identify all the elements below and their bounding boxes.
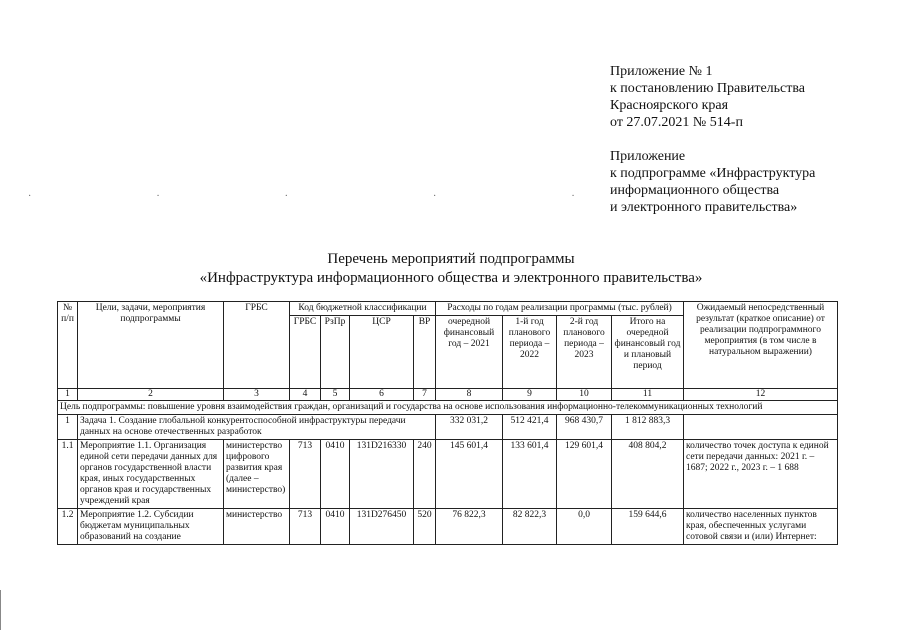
task-y2021: 332 031,2 — [436, 415, 503, 440]
col-number: 2 — [78, 389, 224, 401]
table-row — [58, 440, 838, 509]
appendix-subheader — [610, 148, 815, 216]
goal-text: Цель подпрограммы: повышение уровня взаимодействия граждан, организаций и государства на основе использования информационно-телекоммуникационных технологий — [58, 401, 838, 415]
appendix-line: к постановлению Правительства — [610, 81, 806, 96]
col-number: 1 — [58, 389, 78, 401]
appendix-line: от 27.07.2021 № 514-п — [610, 115, 743, 130]
task-result — [684, 415, 838, 440]
row-y2023: 129 601,4 — [557, 440, 612, 509]
col-number: 3 — [224, 389, 290, 401]
col-number: 5 — [321, 389, 350, 401]
row-y2022: 133 601,4 — [503, 440, 557, 509]
document-title — [0, 250, 902, 288]
header-result: Ожидаемый непосредственный результат (краткое описание) от реализации подпрограммного мероприятия (в том числе в натуральном выражении) — [684, 302, 838, 389]
appendix-line: Приложение — [610, 149, 686, 164]
header-budget-code: Код бюджетной классификации — [290, 302, 436, 316]
row-csr: 131D216330 — [350, 440, 414, 509]
header-row — [58, 302, 838, 316]
header-goals: Цели, задачи, мероприятия подпрограммы — [78, 302, 224, 389]
goal-row — [58, 401, 838, 415]
title-line: «Инфраструктура информационного общества и электронного правительства» — [199, 270, 703, 286]
row-grbs: министерство цифрового развития края (далее – министерство) — [224, 440, 290, 509]
row-num: 1.2 — [58, 509, 78, 545]
activities-table — [57, 301, 838, 545]
header-grbs: ГРБС — [224, 302, 290, 389]
appendix-line: к подпрограмме «Инфраструктура — [610, 166, 816, 181]
col-number: 6 — [350, 389, 414, 401]
row-y2021: 145 601,4 — [436, 440, 503, 509]
col-number: 4 — [290, 389, 321, 401]
row-total: 159 644,6 — [612, 509, 684, 545]
header-code-rzpr: РзПр — [321, 316, 350, 389]
header-code-csr: ЦСР — [350, 316, 414, 389]
row-rzpr: 0410 — [321, 509, 350, 545]
row-rzpr: 0410 — [321, 440, 350, 509]
header-num: № п/п — [58, 302, 78, 389]
appendix-line: Приложение № 1 — [610, 64, 713, 79]
row-vr: 240 — [414, 440, 436, 509]
row-code-grbs: 713 — [290, 440, 321, 509]
row-y2022: 82 822,3 — [503, 509, 557, 545]
appendix-header — [610, 63, 805, 131]
row-vr: 520 — [414, 509, 436, 545]
scan-edge-line — [0, 590, 5, 630]
appendix-line: и электронного правительства» — [610, 200, 798, 215]
task-row — [58, 415, 838, 440]
scan-artifact-dots: · · · · · — [28, 191, 575, 202]
task-num: 1 — [58, 415, 78, 440]
row-total: 408 804,2 — [612, 440, 684, 509]
task-y2022: 512 421,4 — [503, 415, 557, 440]
header-total: Итого на очередной финансовый год и плановый период — [612, 316, 684, 389]
task-text: Задача 1. Создание глобальной конкурентоспособной инфраструктуры передачи данных на основе отечественных разработок — [78, 415, 436, 440]
row-result: количество населенных пунктов края, обеспеченных услугами сотовой связи и (или) Интернет: — [684, 509, 838, 545]
row-result: количество точек доступа к единой сети передачи данных: 2021 г. –1687; 2022 г., 2023 г. – 1 688 — [684, 440, 838, 509]
appendix-line: Красноярского края — [610, 98, 729, 113]
task-total: 1 812 883,3 — [612, 415, 684, 440]
row-y2021: 76 822,3 — [436, 509, 503, 545]
row-text: Мероприятие 1.1. Организация единой сети передачи данных для органов государственной власти края, иных государственных органов края и государственных учреждений края — [78, 440, 224, 509]
row-num: 1.1 — [58, 440, 78, 509]
row-code-grbs: 713 — [290, 509, 321, 545]
column-number-row — [58, 389, 838, 401]
header-y2023: 2-й год планового периода – 2023 — [557, 316, 612, 389]
row-y2023: 0,0 — [557, 509, 612, 545]
header-y2021: очередной финансовый год – 2021 — [436, 316, 503, 389]
col-number: 7 — [414, 389, 436, 401]
col-number: 12 — [684, 389, 838, 401]
row-grbs: министерство — [224, 509, 290, 545]
header-expenses: Расходы по годам реализации программы (тыс. рублей) — [436, 302, 684, 316]
col-number: 11 — [612, 389, 684, 401]
col-number: 10 — [557, 389, 612, 401]
header-code-grbs: ГРБС — [290, 316, 321, 389]
table-row — [58, 509, 838, 545]
appendix-line: информационного общества — [610, 183, 780, 198]
col-number: 9 — [503, 389, 557, 401]
title-line: Перечень мероприятий подпрограммы — [327, 251, 575, 267]
col-number: 8 — [436, 389, 503, 401]
task-y2023: 968 430,7 — [557, 415, 612, 440]
header-code-vr: ВР — [414, 316, 436, 389]
row-csr: 131D276450 — [350, 509, 414, 545]
header-y2022: 1-й год планового периода – 2022 — [503, 316, 557, 389]
row-text: Мероприятие 1.2. Субсидии бюджетам муниципальных образований на создание — [78, 509, 224, 545]
